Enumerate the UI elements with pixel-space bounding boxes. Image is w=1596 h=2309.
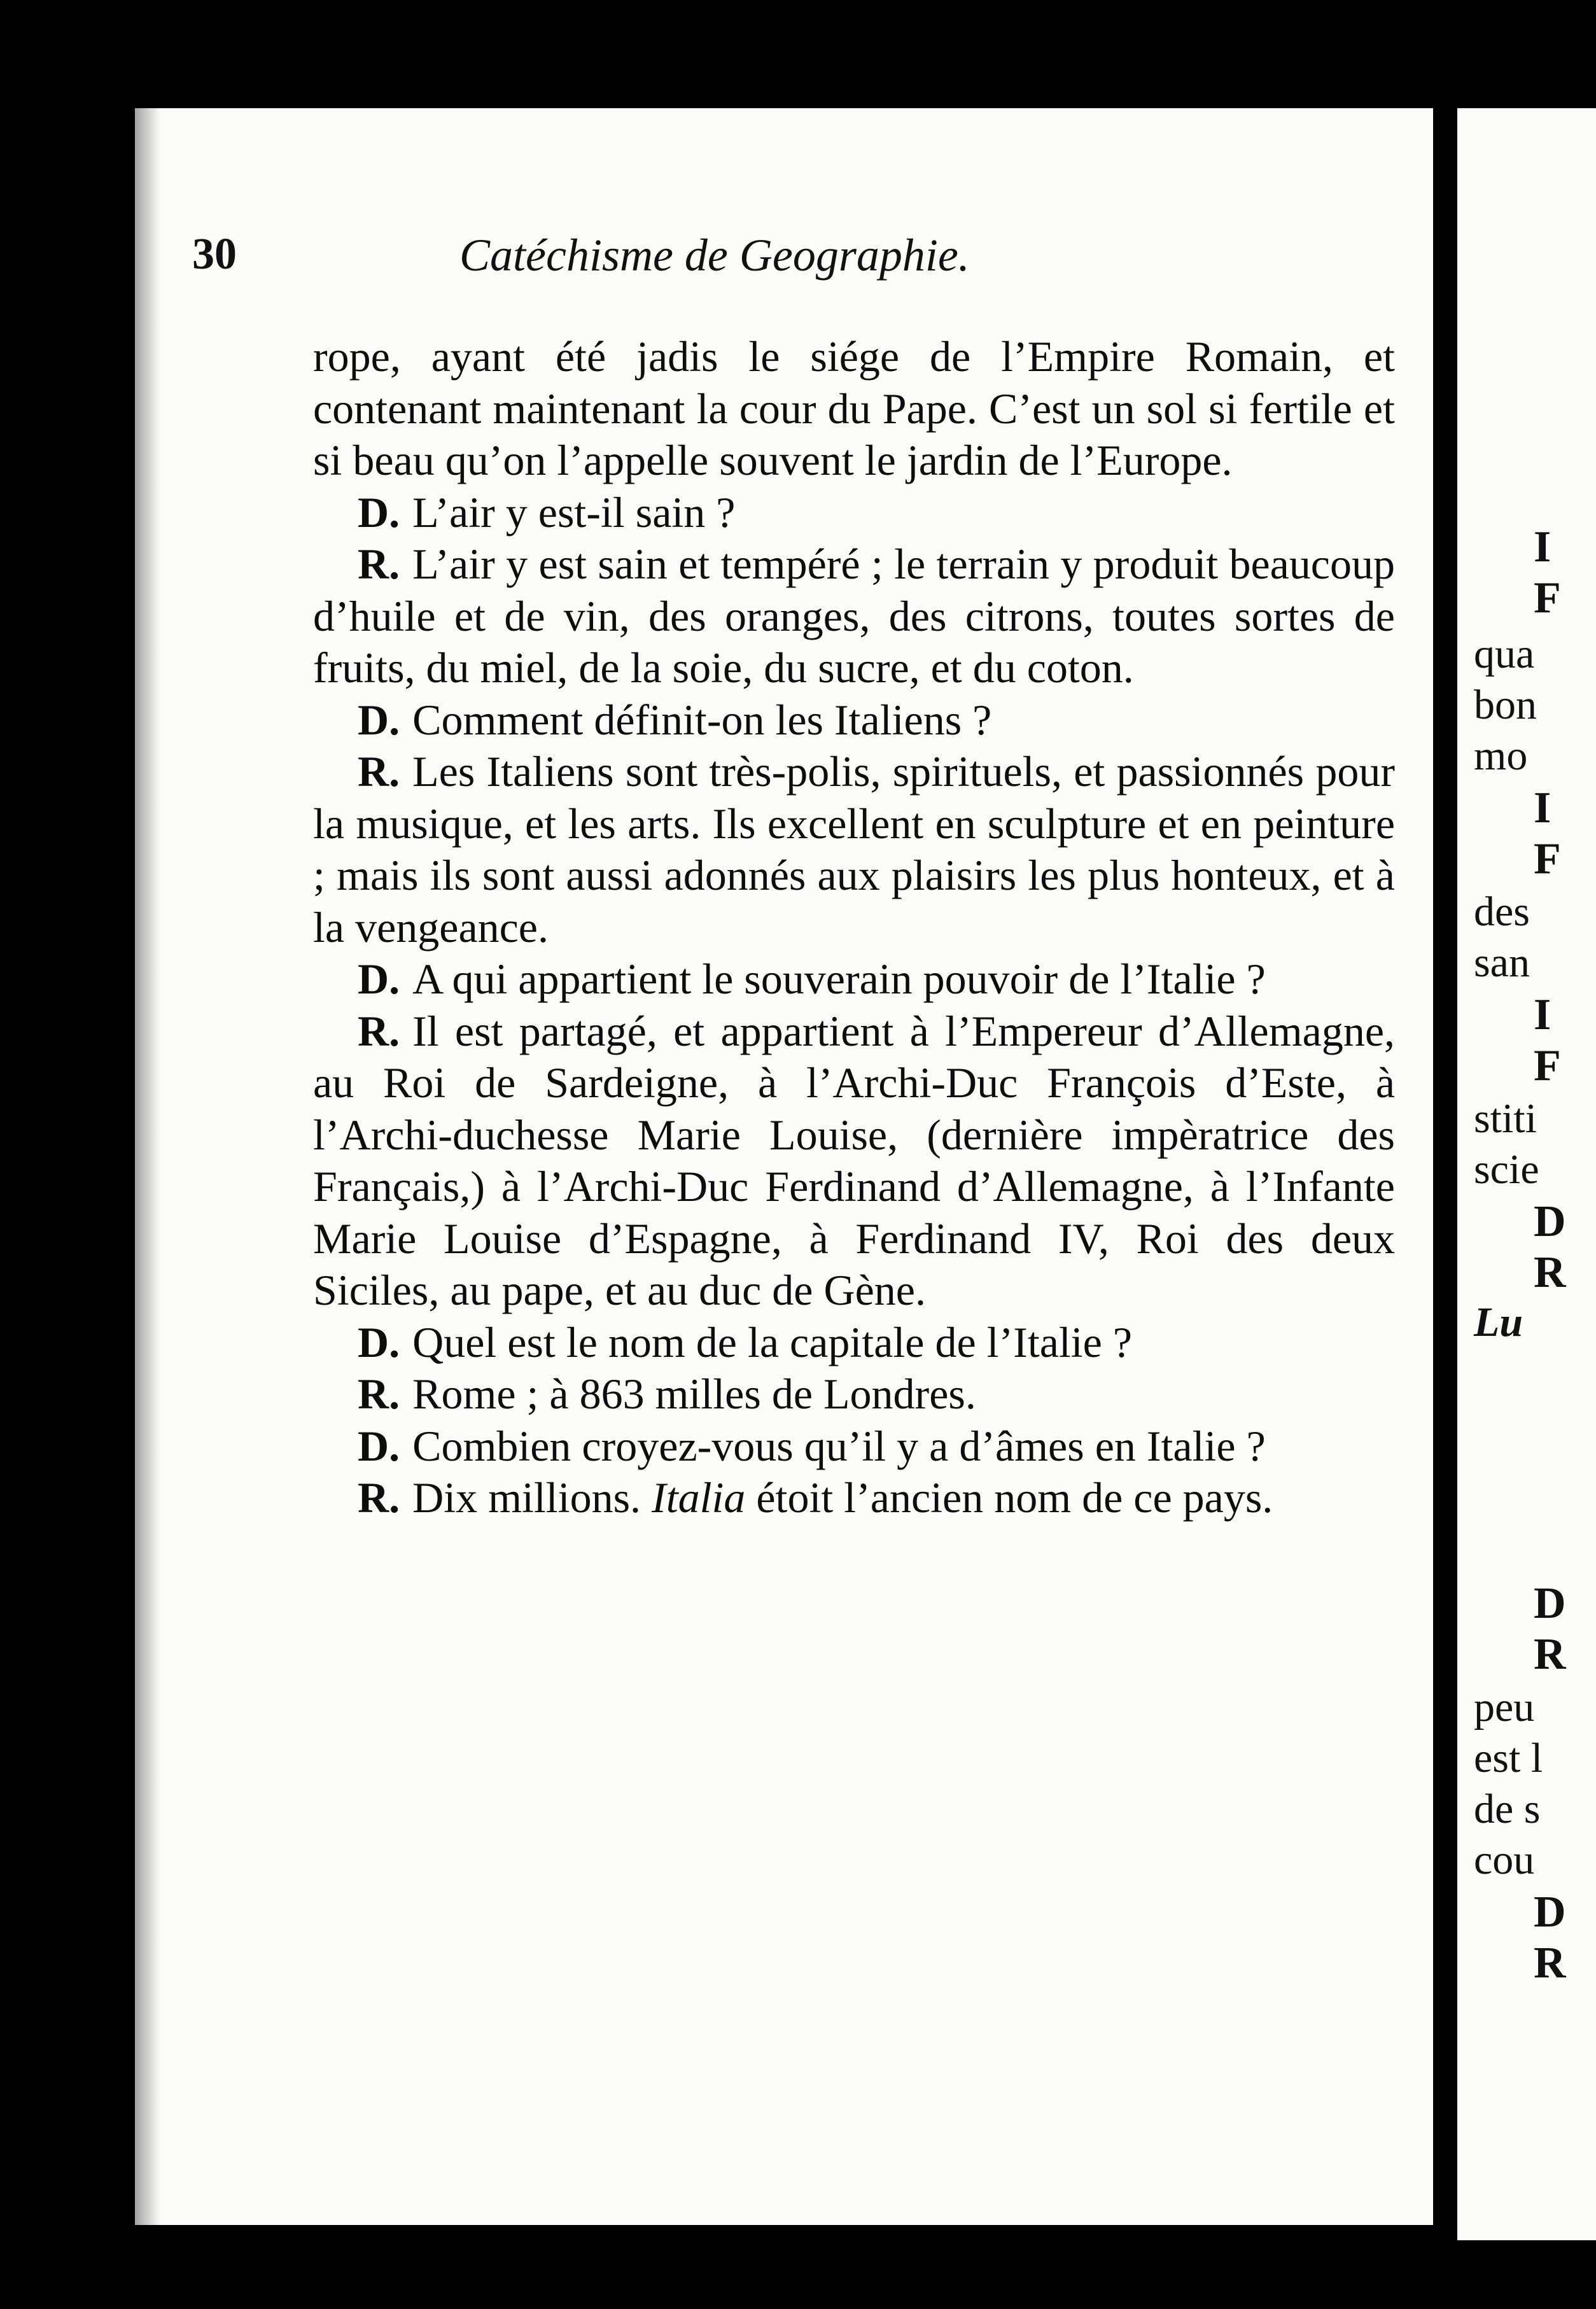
- body-text: [313, 331, 1395, 1524]
- page-header: [192, 229, 1185, 299]
- question-ames: [313, 1421, 1395, 1473]
- question-label: D.: [358, 1421, 400, 1470]
- answer-text: L’air y est sain et tempéré ; le terrain y produit beaucoup d’huile et de vin, des oranges, des citrons, toutes sortes de fruits, du miel, de la soie, du sucre, et du coton.: [313, 540, 1395, 692]
- facing-fragment: D: [1534, 1197, 1566, 1246]
- question-pouvoir: [313, 953, 1395, 1006]
- question-text: Quel est le nom de la capitale de l’Italie ?: [412, 1317, 1133, 1366]
- facing-fragment: D: [1534, 1888, 1566, 1937]
- question-text: Comment définit-on les Italiens ?: [412, 695, 992, 744]
- facing-fragment: F: [1534, 573, 1561, 622]
- facing-fragment: mo: [1474, 733, 1528, 779]
- facing-fragment: I: [1534, 783, 1551, 832]
- page-number: 30: [192, 230, 237, 279]
- facing-page-edge: [1438, 108, 1457, 2240]
- facing-fragment: Lu: [1474, 1299, 1523, 1345]
- answer-text: Rome ; à 863 milles de Londres.: [412, 1370, 976, 1418]
- question-label: D.: [358, 695, 400, 744]
- answer-capitale: [313, 1368, 1395, 1421]
- question-label: D.: [358, 1317, 400, 1366]
- facing-fragment: san: [1474, 939, 1530, 986]
- question-air: [313, 487, 1395, 539]
- answer-label: R.: [358, 1473, 400, 1522]
- answer-pouvoir: [313, 1006, 1395, 1317]
- facing-fragment: R: [1534, 1939, 1566, 1988]
- facing-fragment: stiti: [1474, 1095, 1537, 1142]
- paragraph-text: rope, ayant été jadis le siége de l’Empire Romain, et contenant maintenant la cour du Pape. C’est un sol si fertile et si beau qu’on l’appelle souvent le jardin de l’Europe.: [313, 332, 1395, 484]
- facing-fragment: peu: [1474, 1684, 1535, 1730]
- facing-fragment: scie: [1474, 1146, 1539, 1193]
- answer-air: [313, 538, 1395, 694]
- answer-text: Les Italiens sont très-polis, spirituels, et passionnés pour la musique, et les arts. Ils excellent en sculpture et en peinture ; mais ils sont aussi adonnés aux plaisirs les plus honteux, et à la vengeance.: [313, 747, 1395, 951]
- answer-italic-word: Italia: [652, 1473, 746, 1522]
- facing-fragment: est l: [1474, 1735, 1543, 1781]
- answer-label: R.: [358, 540, 400, 588]
- facing-fragment: cou: [1474, 1837, 1535, 1883]
- answer-text: Il est partagé, et appartient à l’Empereur d’Allemagne, au Roi de Sardeigne, à l’Archi-Duc François d’Este, à l’Archi-duchesse Marie Louise, (dernière impèratrice des Français,) à l’Archi-Duc Ferdinand d’Allemagne, à l’Infante Marie Louise d’Espagne, à Ferdinand IV, Roi des deux Siciles, au pape, et au duc de Gène.: [313, 1006, 1395, 1314]
- facing-fragment: F: [1534, 834, 1561, 883]
- facing-fragment: de s: [1474, 1786, 1541, 1832]
- answer-text-after: étoit l’ancien nom de ce pays.: [756, 1473, 1273, 1522]
- answer-ames: [313, 1472, 1395, 1524]
- facing-page: [1457, 108, 1596, 2240]
- answer-label: R.: [358, 1006, 400, 1055]
- facing-fragment: F: [1534, 1041, 1561, 1090]
- facing-fragment: qua: [1474, 631, 1535, 677]
- facing-fragment: I: [1534, 523, 1551, 572]
- running-title: Catéchisme de Geographie.: [459, 230, 970, 281]
- question-text: Combien croyez-vous qu’il y a d’âmes en Italie ?: [412, 1421, 1266, 1470]
- facing-fragment: D: [1534, 1579, 1566, 1628]
- paragraph-continuation: [313, 331, 1395, 487]
- answer-italiens: [313, 746, 1395, 953]
- question-text: L’air y est-il sain ?: [412, 488, 736, 537]
- question-label: D.: [358, 955, 400, 1003]
- question-label: D.: [358, 488, 400, 537]
- answer-label: R.: [358, 747, 400, 796]
- page-gutter-shadow: [135, 108, 160, 2225]
- facing-fragment: I: [1534, 990, 1551, 1039]
- question-text: A qui appartient le souverain pouvoir de l’Italie ?: [412, 955, 1266, 1003]
- facing-fragment: bon: [1474, 682, 1537, 728]
- facing-fragment: R: [1534, 1248, 1566, 1297]
- question-italiens: [313, 694, 1395, 747]
- facing-fragment: R: [1534, 1630, 1566, 1679]
- answer-text-before: Dix millions.: [412, 1473, 641, 1522]
- answer-label: R.: [358, 1370, 400, 1418]
- facing-fragment: des: [1474, 888, 1530, 935]
- question-capitale: [313, 1317, 1395, 1369]
